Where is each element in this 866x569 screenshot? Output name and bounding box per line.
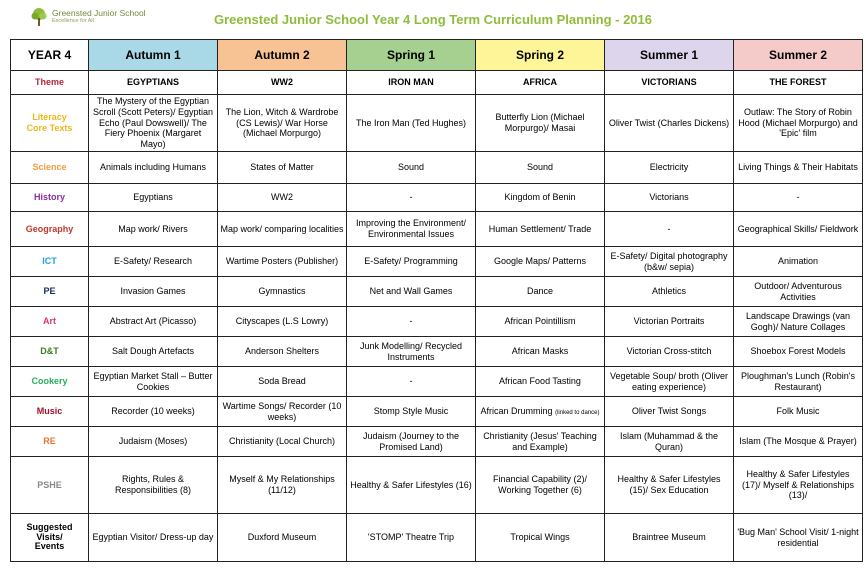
term-header-spring2: Spring 2 — [476, 40, 605, 71]
table-cell: Oliver Twist Songs — [605, 397, 734, 427]
table-cell: - — [605, 212, 734, 247]
table-cell: Animals including Humans — [89, 152, 218, 184]
table-cell: Myself & My Relationships (11/12) — [218, 457, 347, 514]
table-cell: Abstract Art (Picasso) — [89, 307, 218, 337]
term-header-spring1: Spring 1 — [347, 40, 476, 71]
table-cell: Junk Modelling/ Recycled Instruments — [347, 337, 476, 367]
page-title: Greensted Junior School Year 4 Long Term Curriculum Planning - 2016 — [213, 12, 652, 27]
table-cell: Gymnastics — [218, 277, 347, 307]
table-row-literacy — [11, 95, 863, 152]
table-cell: THE FOREST — [734, 71, 863, 95]
table-cell: - — [347, 184, 476, 212]
table-cell: Outdoor/ Adventurous Activities — [734, 277, 863, 307]
row-label-visits — [11, 514, 89, 562]
row-label-re: RE — [11, 427, 89, 457]
table-cell: Map work/ Rivers — [89, 212, 218, 247]
table-cell: Net and Wall Games — [347, 277, 476, 307]
table-cell: AFRICA — [476, 71, 605, 95]
table-cell: Invasion Games — [89, 277, 218, 307]
table-cell: Folk Music — [734, 397, 863, 427]
table-cell: Ploughman's Lunch (Robin's Restaurant) — [734, 367, 863, 397]
table-cell: Map work/ comparing localities — [218, 212, 347, 247]
table-cell: Salt Dough Artefacts — [89, 337, 218, 367]
table-row-history — [11, 184, 863, 212]
table-cell: Human Settlement/ Trade — [476, 212, 605, 247]
table-cell: Duxford Museum — [218, 514, 347, 562]
table-cell: The Iron Man (Ted Hughes) — [347, 95, 476, 152]
term-header-summer1: Summer 1 — [605, 40, 734, 71]
table-cell: Egyptian Market Stall – Butter Cookies — [89, 367, 218, 397]
row-label-science: Science — [11, 152, 89, 184]
header-row — [11, 40, 863, 71]
row-label-visits-line3: Events — [34, 541, 65, 552]
table-cell: Anderson Shelters — [218, 337, 347, 367]
table-cell: Cityscapes (L.S Lowry) — [218, 307, 347, 337]
table-cell: Living Things & Their Habitats — [734, 152, 863, 184]
table-cell: Animation — [734, 247, 863, 277]
table-row-science — [11, 152, 863, 184]
table-cell: Egyptians — [89, 184, 218, 212]
table-cell: Islam (The Mosque & Prayer) — [734, 427, 863, 457]
row-label-visits-line2: Visits/ — [36, 531, 63, 542]
row-label-literacy-line2: Core Texts — [26, 123, 73, 133]
table-cell: EGYPTIANS — [89, 71, 218, 95]
table-cell: VICTORIANS — [605, 71, 734, 95]
table-cell: Wartime Posters (Publisher) — [218, 247, 347, 277]
table-cell: Wartime Songs/ Recorder (10 weeks) — [218, 397, 347, 427]
term-header-autumn2: Autumn 2 — [218, 40, 347, 71]
table-cell: Victorian Portraits — [605, 307, 734, 337]
table-cell: Rights, Rules & Responsibilities (8) — [89, 457, 218, 514]
table-cell: Landscape Drawings (van Gogh)/ Nature Collages — [734, 307, 863, 337]
table-cell: Christianity (Jesus' Teaching and Example) — [476, 427, 605, 457]
table-cell: Sound — [347, 152, 476, 184]
table-cell — [476, 397, 605, 427]
table-cell: Improving the Environment/ Environmental Issues — [347, 212, 476, 247]
tree-icon — [30, 7, 48, 27]
term-header-summer2: Summer 2 — [734, 40, 863, 71]
table-row-pshe — [11, 457, 863, 514]
table-cell: Judaism (Journey to the Promised Land) — [347, 427, 476, 457]
table-row-cookery — [11, 367, 863, 397]
table-cell: Victorian Cross-stitch — [605, 337, 734, 367]
table-cell: Islam (Muhammad & the Quran) — [605, 427, 734, 457]
table-cell: Athletics — [605, 277, 734, 307]
table-cell: Recorder (10 weeks) — [89, 397, 218, 427]
table-row-ict — [11, 247, 863, 277]
row-label-cookery: Cookery — [11, 367, 89, 397]
table-row-pe — [11, 277, 863, 307]
table-cell: WW2 — [218, 71, 347, 95]
table-cell: Geographical Skills/ Fieldwork — [734, 212, 863, 247]
school-name: Greensted Junior School — [52, 8, 146, 18]
table-cell: Outlaw: The Story of Robin Hood (Michael Morpurgo) and 'Epic' film — [734, 95, 863, 152]
term-header-autumn1: Autumn 1 — [89, 40, 218, 71]
table-cell: Butterfly Lion (Michael Morpurgo)/ Masai — [476, 95, 605, 152]
table-cell: Judaism (Moses) — [89, 427, 218, 457]
table-cell: E-Safety/ Programming — [347, 247, 476, 277]
table-cell: Oliver Twist (Charles Dickens) — [605, 95, 734, 152]
row-label-history: History — [11, 184, 89, 212]
table-cell: Christianity (Local Church) — [218, 427, 347, 457]
table-row-dt — [11, 337, 863, 367]
table-cell: African Masks — [476, 337, 605, 367]
table-cell: Vegetable Soup/ broth (Oliver eating experience) — [605, 367, 734, 397]
school-tagline: Excellence for All — [52, 18, 94, 24]
row-label-literacy-line1: Literacy — [32, 112, 67, 123]
table-cell: WW2 — [218, 184, 347, 212]
table-cell: - — [347, 307, 476, 337]
music-spring2-text: African Drumming — [480, 405, 553, 416]
table-cell: The Mystery of the Egyptian Scroll (Scott Peters)/ Egyptian Echo (Paul Dowswell)/ The Fiery Phoenix (Margaret Mayo) — [89, 95, 218, 152]
table-cell: - — [734, 184, 863, 212]
table-cell: Victorians — [605, 184, 734, 212]
table-cell: 'Bug Man' School Visit/ 1-night residential — [734, 514, 863, 562]
table-cell: Tropical Wings — [476, 514, 605, 562]
table-cell: E-Safety/ Digital photography (b&w/ sepia) — [605, 247, 734, 277]
row-label-art: Art — [11, 307, 89, 337]
music-spring2-note: (linked to dance) — [555, 409, 600, 416]
table-cell: African Food Tasting — [476, 367, 605, 397]
table-cell: Shoebox Forest Models — [734, 337, 863, 367]
row-label-pshe: PSHE — [11, 457, 89, 514]
table-cell: Kingdom of Benin — [476, 184, 605, 212]
table-cell: Sound — [476, 152, 605, 184]
table-cell: Stomp Style Music — [347, 397, 476, 427]
table-cell: Healthy & Safer Lifestyles (16) — [347, 457, 476, 514]
row-label-geography: Geography — [11, 212, 89, 247]
table-cell: Financial Capability (2)/ Working Together (6) — [476, 457, 605, 514]
table-cell: Electricity — [605, 152, 734, 184]
row-label-ict: ICT — [11, 247, 89, 277]
table-cell: Healthy & Safer Lifestyles (17)/ Myself & Relationships (13)/ — [734, 457, 863, 514]
table-row-theme — [11, 71, 863, 95]
table-cell: 'STOMP' Theatre Trip — [347, 514, 476, 562]
table-cell: Soda Bread — [218, 367, 347, 397]
row-label-dt: D&T — [11, 337, 89, 367]
table-row-visits — [11, 514, 863, 562]
year-header: YEAR 4 — [11, 40, 89, 71]
row-label-visits-line1: Suggested — [26, 521, 73, 532]
table-cell: Dance — [476, 277, 605, 307]
table-cell: States of Matter — [218, 152, 347, 184]
table-cell: Braintree Museum — [605, 514, 734, 562]
table-cell: Healthy & Safer Lifestyles (15)/ Sex Education — [605, 457, 734, 514]
table-row-geography — [11, 212, 863, 247]
table-row-art — [11, 307, 863, 337]
row-label-pe: PE — [11, 277, 89, 307]
row-label-literacy — [11, 95, 89, 152]
table-cell: IRON MAN — [347, 71, 476, 95]
row-label-theme: Theme — [11, 71, 89, 95]
table-cell: The Lion, Witch & Wardrobe (CS Lewis)/ War Horse (Michael Morpurgo) — [218, 95, 347, 152]
table-row-music — [11, 397, 863, 427]
table-row-re — [11, 427, 863, 457]
table-cell: - — [347, 367, 476, 397]
curriculum-table — [10, 39, 863, 562]
table-cell: African Pointillism — [476, 307, 605, 337]
table-cell: Google Maps/ Patterns — [476, 247, 605, 277]
row-label-music: Music — [11, 397, 89, 427]
table-cell: E-Safety/ Research — [89, 247, 218, 277]
table-cell: Egyptian Visitor/ Dress-up day — [89, 514, 218, 562]
